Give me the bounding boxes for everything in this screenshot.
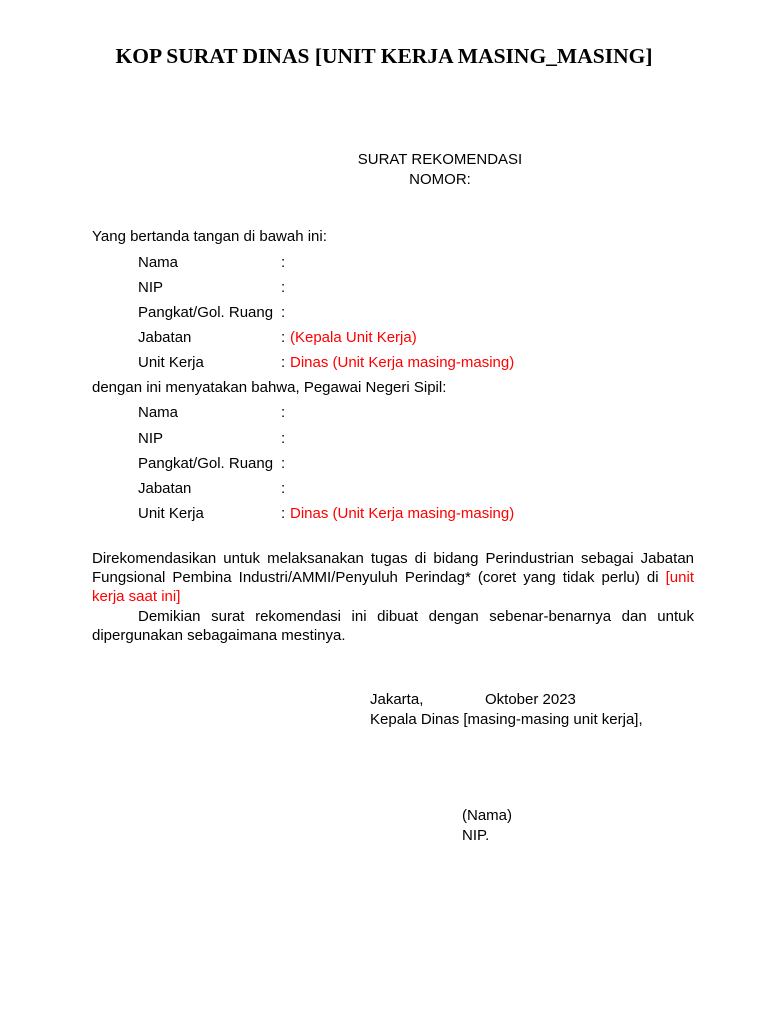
letter-number: NOMOR:	[409, 171, 471, 188]
field-colon: :	[281, 354, 286, 371]
signature-nip: NIP.	[462, 827, 490, 844]
field-label: Nama	[138, 404, 179, 421]
field-colon: :	[281, 480, 286, 497]
field-value: Dinas (Unit Kerja masing-masing)	[290, 505, 515, 522]
field-label: Jabatan	[138, 329, 192, 346]
signature-name: (Nama)	[462, 807, 513, 824]
field-label: Nama	[138, 254, 179, 271]
field-label: Unit Kerja	[138, 354, 204, 371]
recommendation-paragraph	[92, 549, 694, 606]
field-label: Pangkat/Gol. Ruang	[138, 304, 274, 321]
field-label: Pangkat/Gol. Ruang	[138, 455, 274, 472]
field-colon: :	[281, 505, 286, 522]
signature-position: Kepala Dinas [masing-masing unit kerja],	[370, 711, 643, 728]
signature-date: Oktober 2023	[485, 691, 576, 708]
field-colon: :	[281, 430, 286, 447]
field-label: Unit Kerja	[138, 505, 204, 522]
field-colon: :	[281, 329, 286, 346]
field-colon: :	[281, 279, 286, 296]
signer-intro: Yang bertanda tangan di bawah ini:	[92, 228, 327, 245]
employee-intro: dengan ini menyatakan bahwa, Pegawai Negeri Sipil:	[92, 379, 447, 396]
field-label: NIP	[138, 279, 164, 296]
letterhead-title: KOP SURAT DINAS [UNIT KERJA MASING_MASING]	[115, 44, 653, 68]
field-value: Dinas (Unit Kerja masing-masing)	[290, 354, 515, 371]
recommendation-text: Direkomendasikan untuk melaksanakan tugas di bidang Perindustrian sebagai Jabatan Fungsional Pembina Industri/AMMI/Penyuluh Perindag* (coret yang tidak perlu) di	[92, 550, 694, 586]
field-colon: :	[281, 455, 286, 472]
signature-city: Jakarta,	[370, 691, 424, 708]
field-colon: :	[281, 254, 286, 271]
field-colon: :	[281, 404, 286, 421]
letter-title: SURAT REKOMENDASI	[357, 151, 523, 168]
recommendation-unit-highlight: [unit kerja saat ini]	[92, 569, 694, 605]
field-label: NIP	[138, 430, 164, 447]
letter-title-block	[0, 150, 768, 190]
field-value: (Kepala Unit Kerja)	[290, 329, 417, 346]
field-label: Jabatan	[138, 480, 192, 497]
closing-paragraph: Demikian surat rekomendasi ini dibuat dengan sebenar-benarnya dan untuk dipergunakan sebagaimana mestinya.	[92, 608, 694, 644]
field-colon: :	[281, 304, 286, 321]
